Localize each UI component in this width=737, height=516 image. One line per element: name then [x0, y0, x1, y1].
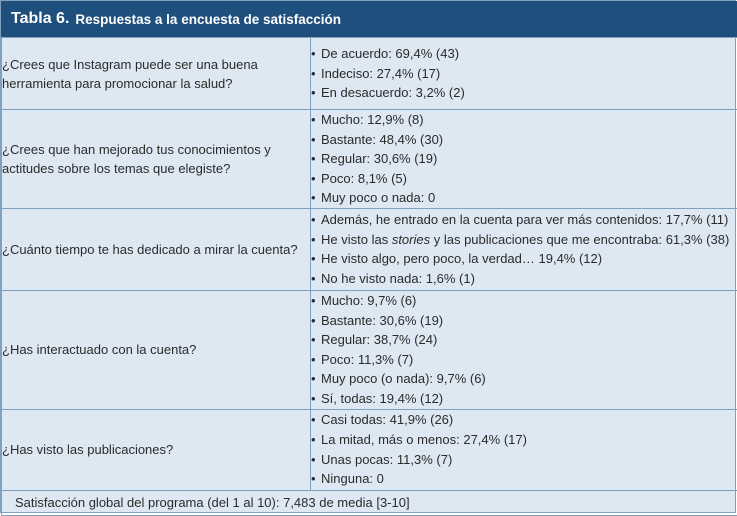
- list-item: [311, 330, 737, 350]
- list-item: [311, 369, 737, 389]
- option-text: Ninguna: 0: [321, 471, 384, 486]
- table-title: Respuestas a la encuesta de satisfacción: [75, 12, 341, 27]
- bullet-icon: •: [311, 330, 321, 350]
- bullet-icon: •: [311, 64, 321, 84]
- bullet-icon: •: [311, 311, 321, 331]
- question-cell: ¿Crees que han mejorado tus conocimientos y actitudes sobre los temas que elegiste?: [2, 110, 311, 209]
- bullet-icon: •: [311, 389, 321, 409]
- list-item: [311, 130, 737, 150]
- option-text: Unas pocas: 11,3% (7): [321, 452, 452, 467]
- list-item: [311, 469, 737, 489]
- option-text: La mitad, más o menos: 27,4% (17): [321, 432, 527, 447]
- list-item: [311, 230, 737, 250]
- bullet-icon: •: [311, 291, 321, 311]
- list-item: [311, 44, 737, 64]
- bullet-icon: •: [311, 249, 321, 269]
- answers-cell: [311, 110, 737, 209]
- list-item: [311, 410, 737, 430]
- footer-text: Satisfacción global del programa (del 1 al 10): 7,483 de media [3-10]: [2, 490, 737, 515]
- bullet-icon: •: [311, 469, 321, 489]
- bullet-icon: •: [311, 210, 321, 230]
- option-text: En desacuerdo: 3,2% (2): [321, 85, 465, 100]
- question-cell: ¿Crees que Instagram puede ser una buena herramienta para promocionar la salud?: [2, 38, 311, 110]
- table-title-bar: [1, 1, 737, 37]
- option-text: Indeciso: 27,4% (17): [321, 66, 440, 81]
- list-item: [311, 110, 737, 130]
- list-item: [311, 64, 737, 84]
- table-row: [2, 208, 737, 290]
- list-item: [311, 311, 737, 331]
- bullet-icon: •: [311, 130, 321, 150]
- bullet-icon: •: [311, 169, 321, 189]
- option-text: Bastante: 30,6% (19): [321, 313, 443, 328]
- table-row: [2, 290, 737, 409]
- option-text: Además, he entrado en la cuenta para ver más contenidos: 17,7% (11): [321, 212, 728, 227]
- list-item: [311, 430, 737, 450]
- option-text: Muy poco o nada: 0: [321, 190, 435, 205]
- answers-cell: [311, 38, 737, 110]
- bullet-icon: •: [311, 110, 321, 130]
- table-footer-row: [2, 490, 737, 515]
- option-text: No he visto nada: 1,6% (1): [321, 271, 475, 286]
- option-text: He visto las stories y las publicaciones que me encontraba: 61,3% (38): [321, 232, 729, 247]
- question-cell: ¿Has visto las publicaciones?: [2, 409, 311, 490]
- bullet-icon: •: [311, 430, 321, 450]
- table-row: [2, 38, 737, 110]
- option-text: Sí, todas: 19,4% (12): [321, 391, 443, 406]
- option-text: Mucho: 9,7% (6): [321, 293, 416, 308]
- bullet-icon: •: [311, 230, 321, 250]
- list-item: [311, 350, 737, 370]
- bullet-icon: •: [311, 410, 321, 430]
- option-text: Muy poco (o nada): 9,7% (6): [321, 371, 486, 386]
- option-text: Regular: 38,7% (24): [321, 332, 437, 347]
- bullet-icon: •: [311, 369, 321, 389]
- bullet-icon: •: [311, 44, 321, 64]
- table-row: [2, 409, 737, 490]
- list-item: [311, 269, 737, 289]
- answers-cell: [311, 409, 737, 490]
- option-text: Casi todas: 41,9% (26): [321, 412, 453, 427]
- list-item: [311, 210, 737, 230]
- list-item: [311, 83, 737, 103]
- table-number: Tabla 6.: [11, 10, 69, 28]
- answers-cell: [311, 290, 737, 409]
- option-text: Bastante: 48,4% (30): [321, 132, 443, 147]
- option-text: He visto algo, pero poco, la verdad… 19,4% (12): [321, 251, 602, 266]
- question-cell: ¿Cuánto tiempo te has dedicado a mirar la cuenta?: [2, 208, 311, 290]
- bullet-icon: •: [311, 450, 321, 470]
- bullet-icon: •: [311, 149, 321, 169]
- survey-table: [1, 37, 737, 516]
- bullet-icon: •: [311, 83, 321, 103]
- list-item: [311, 149, 737, 169]
- option-text: De acuerdo: 69,4% (43): [321, 46, 459, 61]
- list-item: [311, 169, 737, 189]
- list-item: [311, 389, 737, 409]
- option-text: Mucho: 12,9% (8): [321, 112, 424, 127]
- question-cell: ¿Has interactuado con la cuenta?: [2, 290, 311, 409]
- option-text: Regular: 30,6% (19): [321, 151, 437, 166]
- list-item: [311, 450, 737, 470]
- bullet-icon: •: [311, 350, 321, 370]
- option-text: Poco: 11,3% (7): [321, 352, 413, 367]
- list-item: [311, 188, 737, 208]
- bullet-icon: •: [311, 269, 321, 289]
- list-item: [311, 249, 737, 269]
- table-row: [2, 110, 737, 209]
- answers-cell: [311, 208, 737, 290]
- bullet-icon: •: [311, 188, 321, 208]
- list-item: [311, 291, 737, 311]
- option-text: Poco: 8,1% (5): [321, 171, 407, 186]
